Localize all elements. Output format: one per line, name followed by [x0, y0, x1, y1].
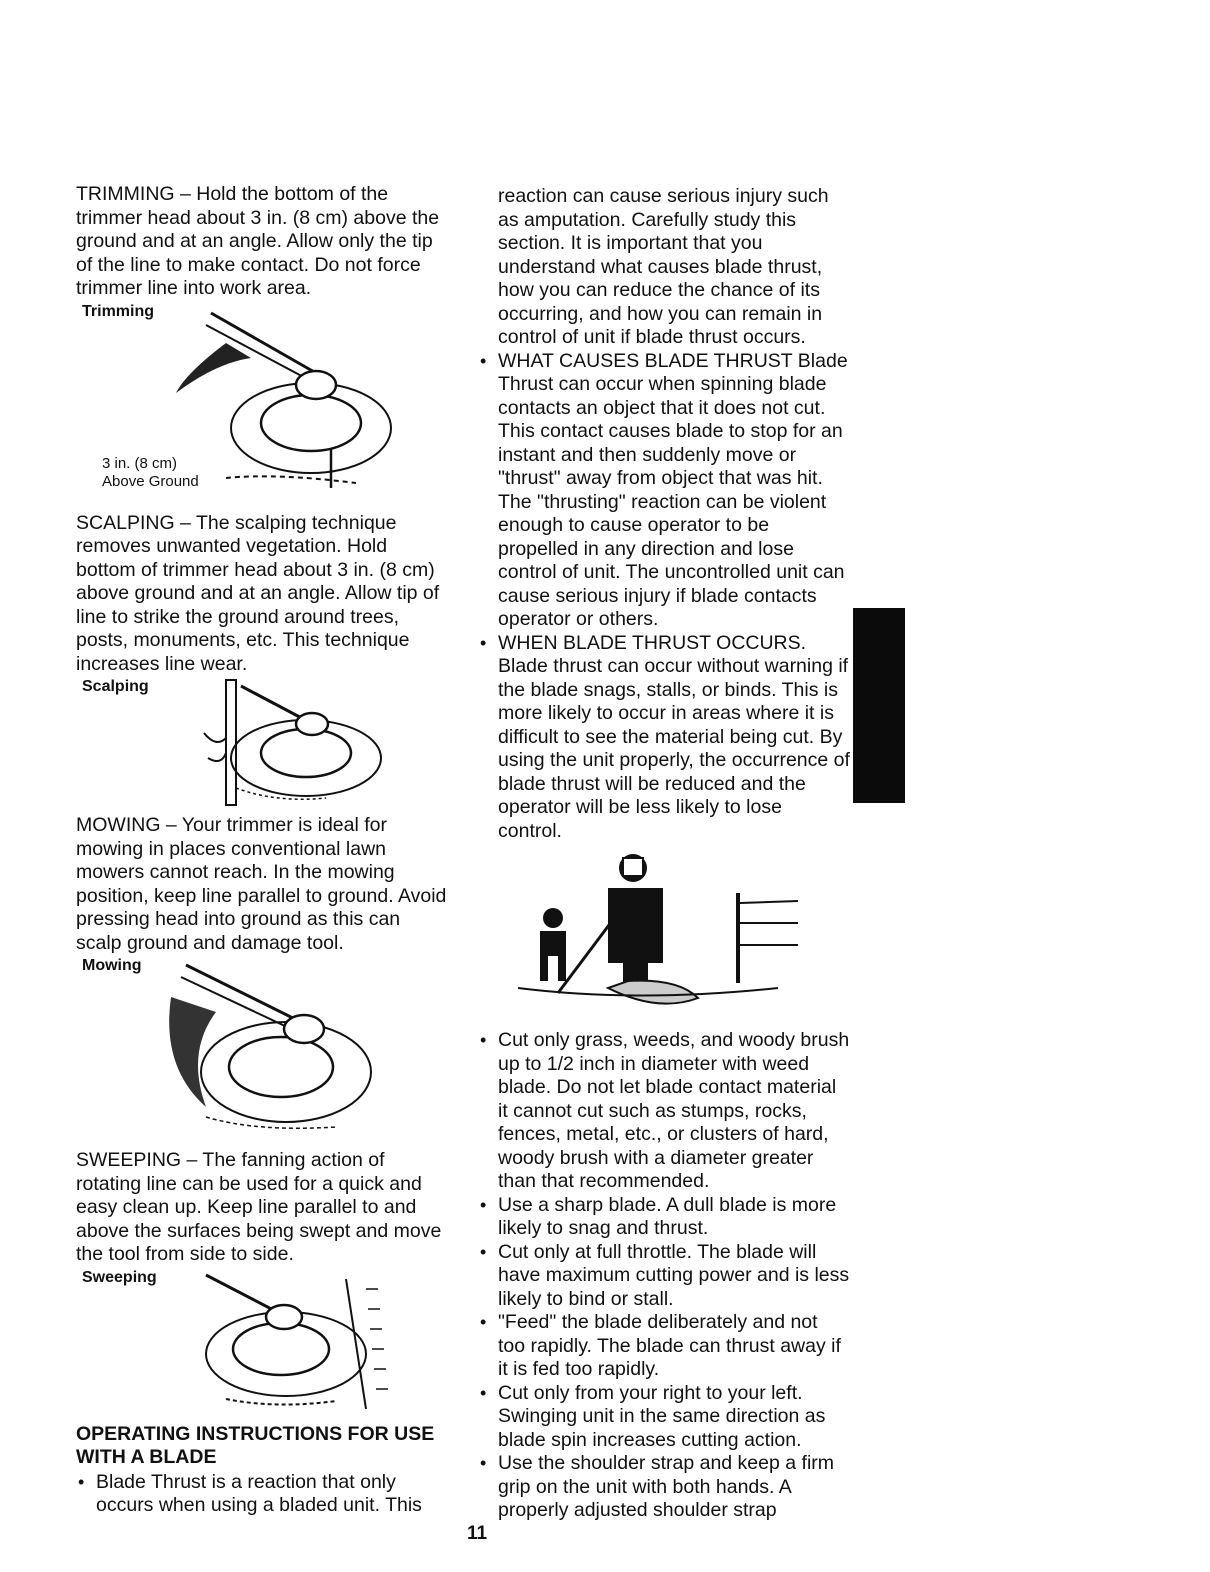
- sweeping-figure-label: Sweeping: [82, 1268, 157, 1286]
- list-item: • Use the shoulder strap and keep a firm grip on the unit with both hands. A properly adjusted shoulder strap: [478, 1452, 850, 1523]
- list-item: • Cut only grass, weeds, and woody brush up to 1/2 inch in diameter with weed blade. Do not let blade contact material it cannot cut such as stumps, rocks, fences, metal, etc., or clusters of hard, woody brush with a diameter greater than that recommended.: [478, 1029, 850, 1194]
- list-item: • Use a sharp blade. A dull blade is more likely to snag and thrust.: [478, 1194, 850, 1241]
- list-item: • "Feed" the blade deliberately and not too rapidly. The blade can thrust away if it is fed too rapidly.: [478, 1311, 850, 1382]
- trimming-paragraph: TRIMMING – Hold the bottom of the trimmer head about 3 in. (8 cm) above the ground and at an angle. Allow only the tip of the line to make contact. Do not force trimmer line into work area.: [76, 183, 440, 299]
- trimming-figure: [76, 303, 448, 508]
- mowing-figure: [76, 957, 448, 1145]
- scalping-figure: [76, 678, 448, 810]
- list-item: • WHAT CAUSES BLADE THRUST Blade Thrust can occur when spinning blade contacts an object that it does not cut. This contact causes blade to stop for an instant and then suddenly move or "thrust" away from object that was hit. The "thrusting" reaction can be violent enough to cause operator to be propelled in any direction and lose control of unit. The uncontrolled unit can cause serious injury if blade contacts operator or others.: [478, 350, 850, 632]
- sweeping-illustration: [76, 1269, 436, 1417]
- trimming-measure-sublabel: Above Ground: [102, 472, 199, 490]
- blade-intro-paragraph: reaction can cause serious injury such as amputation. Carefully study this section. It is important that you understand what causes blade thrust, how you can reduce the chance of its occurring, and how you can remain in control of unit if blade thrust occurs.: [498, 185, 829, 348]
- operator-with-child-illustration: [478, 853, 850, 1025]
- blade-thrust-figure: [478, 853, 850, 1025]
- page-number: 11: [467, 1523, 488, 1544]
- left-column: [76, 183, 448, 1518]
- trimming-figure-label: Trimming: [82, 302, 155, 320]
- scalping-illustration: [76, 678, 436, 810]
- list-item: • WHEN BLADE THRUST OCCURS. Blade thrust can occur without warning if the blade snags, stalls, or binds. This is more likely to occur in areas where it is difficult to see the material being cut. By using the unit properly, the occurrence of blade thrust will be reduced and the operator will be less likely to lose control.: [478, 632, 850, 844]
- mowing-figure-label: Mowing: [82, 957, 142, 974]
- list-item: • Cut only at full throttle. The blade will have maximum cutting power and is less likely to bind or stall.: [478, 1241, 850, 1312]
- sweeping-paragraph: SWEEPING – The fanning action of rotating line can be used for a quick and easy clean up. Keep line parallel to and above the surfaces being swept and move the tool from side to side.: [76, 1149, 442, 1265]
- mowing-illustration: [76, 957, 436, 1145]
- trimming-measure-label: 3 in. (8 cm): [102, 454, 178, 472]
- section-tab-marker: [853, 608, 905, 803]
- scalping-paragraph: SCALPING – The scalping technique removes unwanted vegetation. Hold bottom of trimmer head about 3 in. (8 cm) above ground and at an angle. Allow tip of line to strike the ground around trees, posts, monuments, etc. This technique increases line wear.: [76, 511, 440, 675]
- scalping-figure-label: Scalping: [82, 678, 149, 695]
- sweeping-figure: [76, 1269, 448, 1417]
- right-column: [478, 185, 850, 1523]
- blade-thrust-bullet: • Blade Thrust is a reaction that only occurs when using a bladed unit. This: [76, 1471, 448, 1518]
- blade-section-heading: OPERATING INSTRUCTIONS FOR USE WITH A BLADE: [76, 1422, 435, 1468]
- mowing-paragraph: MOWING – Your trimmer is ideal for mowing in places conventional lawn mowers cannot reach. In the mowing position, keep line parallel to ground. Avoid pressing head into ground as this can scalp ground and damage tool.: [76, 814, 447, 954]
- list-item: • Cut only from your right to your left. Swinging unit in the same direction as blade spin increases cutting action.: [478, 1382, 850, 1453]
